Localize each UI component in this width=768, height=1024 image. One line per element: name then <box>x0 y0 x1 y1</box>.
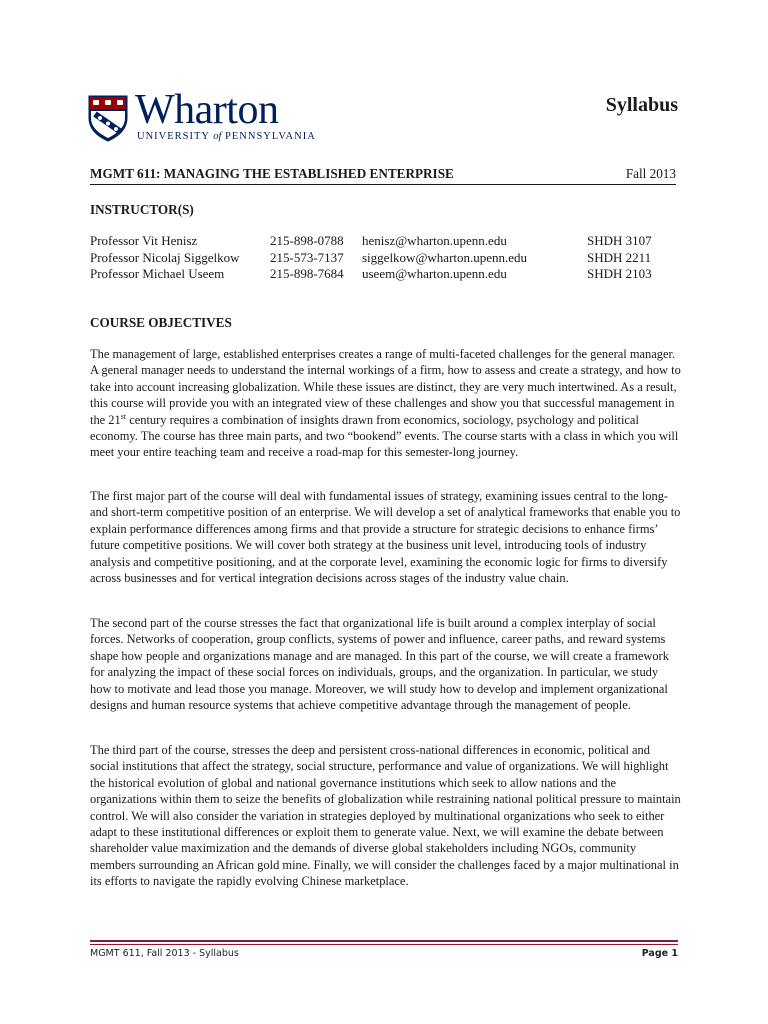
instructor-office: SHDH 2211 <box>587 249 652 265</box>
instructor-email[interactable]: henisz@wharton.upenn.edu <box>362 233 507 248</box>
table-row <box>90 233 690 250</box>
instructor-phone: 215-898-7684 <box>270 266 344 281</box>
instructor-email[interactable]: siggelkow@wharton.upenn.edu <box>362 249 528 265</box>
objectives-paragraph-1 <box>90 346 682 461</box>
instructor-email[interactable]: useem@wharton.upenn.edu <box>362 266 507 281</box>
logo-university-line <box>137 131 316 142</box>
instructor-name: Professor Michael Useem <box>90 266 225 281</box>
course-objectives-heading: COURSE OBJECTIVES <box>90 315 232 330</box>
instructor-phone: 215-898-0788 <box>270 233 344 248</box>
penn-shield-icon <box>87 94 129 142</box>
ordinal-superscript: st <box>120 411 127 421</box>
objectives-paragraph-2: The first major part of the course will deal with fundamental issues of strategy, examining issues central to the long- and short-term competitive position of an enterprise. We will develop a set of analytical frameworks that enable you to explain performance differences among firms and that provide a structure for strategic decisions to enhance firms’ future competitive positions. We will cover both strategy at the business unit level, introducing tools of industry analysis and competitive positioning, and at the corporate level, examining the economic logic for firms to diversify across businesses and for vertical integration decisions across stages of the industry value chain. <box>90 489 681 586</box>
page-footer <box>90 948 678 959</box>
instructors-table <box>90 233 690 283</box>
logo-wordmark: Wharton <box>135 87 279 133</box>
instructor-phone: 215-573-7137 <box>270 249 344 265</box>
paragraph-1-text-b: century requires a combination of insights drawn from economics, sociology, psychology and political economy. The course has three main parts, and two “bookend” events. The course starts with a class in which you will meet your entire teaching team and receive a road-map for this semester-long journey. <box>90 412 679 460</box>
footer-course-label: MGMT 611, Fall 2013 - Syllabus <box>90 948 239 959</box>
document-type-title: Syllabus <box>605 94 678 116</box>
footer-rule-thin <box>90 944 678 945</box>
course-title: MGMT 611: MANAGING THE ESTABLISHED ENTERPRISE <box>90 166 454 181</box>
paragraph-1-text-a: The management of large, established enterprises creates a range of multi-faceted challenges for the general manager. A general manager needs to understand the internal workings of a firm, how to assess and create a strategy, and how to take into account increasing globalization. While these issues are distinct, they are very much intertwined. As a result, this course will provide you with an integrated view of these challenges and show you that successful management in the 21 <box>90 347 681 427</box>
instructor-office: SHDH 2103 <box>587 266 652 281</box>
footer-rule-thick <box>90 940 678 942</box>
objectives-paragraph-4: The third part of the course, stresses the deep and persistent cross-national differences in economic, political and social institutions that affect the strategy, social structure, performance and value of organizations. We will highlight the historical evolution of global and national governance institutions which seek to allow nations and the organizations within them to seize the benefits of globalization while restraining national political pressure to maintain control. We will also consider the variation in strategies deployed by multinational organizations who seek to either adapt to these institutional differences or exploit them to generate value. Next, we will examine the debate between shareholder value maximization and the demands of diverse global stakeholders including NGOs, community members surrounding an African gold mine. Finally, we will consider the challenges faced by a major multinational in its efforts to navigate the rapidly evolving Chinese marketplace. <box>90 743 681 889</box>
instructors-heading: INSTRUCTOR(S) <box>90 202 194 217</box>
course-line <box>90 166 676 185</box>
logo-university-post: PENNSYLVANIA <box>221 131 316 142</box>
instructor-name: Professor Vit Henisz <box>90 233 198 248</box>
logo-university-of: of <box>213 131 222 142</box>
instructor-office: SHDH 3107 <box>587 233 652 248</box>
objectives-paragraph-3: The second part of the course stresses the fact that organizational life is built around a complex interplay of social forces. Networks of cooperation, group conflicts, systems of power and influence, career paths, and reward systems shape how people and organizations manage and are managed. In this part of the course, we will create a framework for analyzing the impact of these social forces on individuals, groups, and the organization. In particular, we study how to motivate and lead those you manage. Moreover, we will study how to develop and implement organizational designs and human resource systems that achieve competitive advantage through the management of people. <box>90 616 669 713</box>
page-number: Page 1 <box>641 948 678 959</box>
table-row <box>90 250 690 267</box>
wharton-logo <box>87 87 317 148</box>
footer-divider <box>90 940 678 945</box>
course-term: Fall 2013 <box>625 166 676 181</box>
instructor-name: Professor Nicolaj Siggelkow <box>90 249 240 265</box>
table-row <box>90 266 690 283</box>
logo-university-pre: UNIVERSITY <box>137 131 214 142</box>
